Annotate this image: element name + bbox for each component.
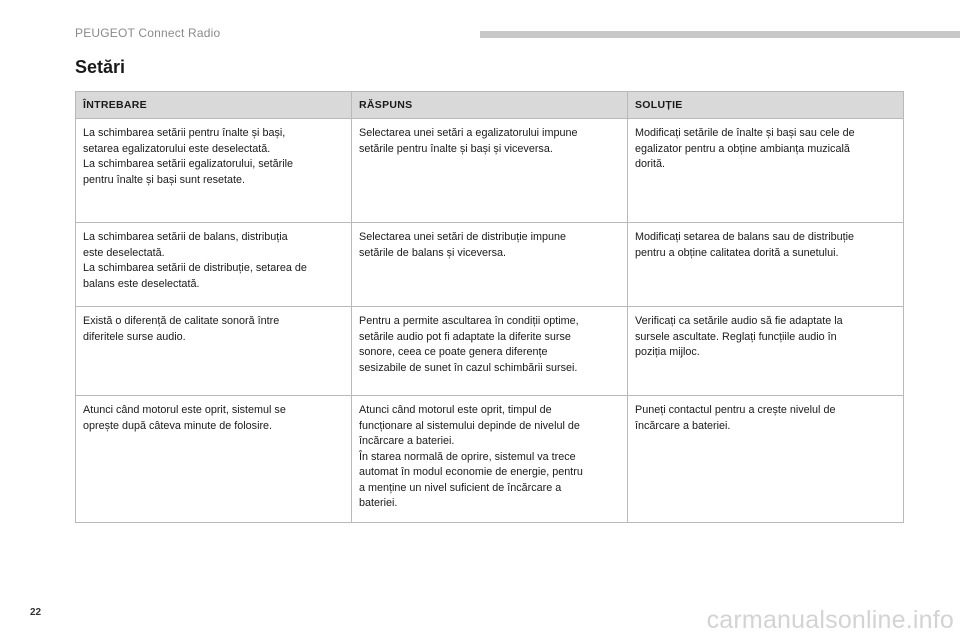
section-title: Setări xyxy=(75,57,126,77)
question-cell xyxy=(76,223,352,307)
answer-cell xyxy=(352,307,628,396)
answer-cell xyxy=(352,396,628,523)
question-cell xyxy=(76,396,352,523)
answer-line: încărcare a bateriei. xyxy=(359,435,455,447)
answer-line: sesizabile de sunet în cazul schimbării sursei. xyxy=(359,361,578,374)
solution-line: egalizator pentru a obține ambianța muzicală xyxy=(635,142,850,155)
answer-line: sonore, ceea ce poate genera diferențe xyxy=(359,346,548,358)
solution-line: încărcare a bateriei. xyxy=(635,419,731,432)
column-header-answer: RĂSPUNS xyxy=(352,92,628,119)
question-line: Atunci când motorul este oprit, sistemul se xyxy=(83,404,286,416)
question-line: setarea egalizatorului este deselectată. xyxy=(83,142,271,155)
solution-line: poziția mijloc. xyxy=(635,346,700,358)
solution-line: sursele ascultate. Reglați funcțiile audio în xyxy=(635,330,837,343)
answer-cell xyxy=(352,119,628,223)
solution-line: Puneți contactul pentru a crește nivelul de xyxy=(635,404,836,416)
solution-line: Modificați setarea de balans sau de distribuție xyxy=(635,231,855,243)
question-line: La schimbarea setării de balans, distribuția xyxy=(83,231,288,243)
answer-line: bateriei. xyxy=(359,497,398,509)
header-divider-bar xyxy=(480,31,960,38)
table-row xyxy=(76,119,904,223)
table-row xyxy=(76,223,904,307)
question-line: La schimbarea setării pentru înalte și bași, xyxy=(83,127,286,139)
watermark-text: carmanualsonline.info xyxy=(706,606,954,634)
solution-cell xyxy=(628,223,904,307)
question-cell xyxy=(76,119,352,223)
question-cell xyxy=(76,307,352,396)
answer-line: În starea normală de oprire, sistemul va trece xyxy=(359,450,576,463)
question-line: La schimbarea setării de distribuție, setarea de xyxy=(83,262,307,274)
question-line: Există o diferență de calitate sonoră între xyxy=(83,315,280,327)
column-header-question: ÎNTREBARE xyxy=(76,92,352,119)
solution-line: pentru a obține calitatea dorită a sunetului. xyxy=(635,246,839,259)
answer-line: a menține un nivel suficient de încărcare a xyxy=(359,481,562,494)
answer-line: Selectarea unei setări a egalizatorului impune xyxy=(359,127,578,139)
page-number: 22 xyxy=(30,607,42,618)
question-line: pentru înalte și bași sunt resetate. xyxy=(83,173,246,186)
answer-line: funcționare al sistemului depinde de nivelul de xyxy=(359,419,580,432)
document-header-title: PEUGEOT Connect Radio xyxy=(75,26,221,40)
table-header-row xyxy=(76,92,904,119)
answer-cell xyxy=(352,223,628,307)
table-row xyxy=(76,307,904,396)
answer-line: Atunci când motorul este oprit, timpul de xyxy=(359,404,552,416)
answer-line: automat în modul economie de energie, pentru xyxy=(359,466,583,478)
question-line: La schimbarea setării egalizatorului, setările xyxy=(83,158,294,170)
answer-line: setările pentru înalte și bași și viceversa. xyxy=(359,142,553,155)
answer-line: Pentru a permite ascultarea în condiții optime, xyxy=(359,315,579,327)
table-row xyxy=(76,396,904,523)
question-line: oprește după câteva minute de folosire. xyxy=(83,419,273,432)
question-line: este deselectată. xyxy=(83,246,165,259)
solution-cell xyxy=(628,119,904,223)
solution-cell xyxy=(628,396,904,523)
question-line: diferitele surse audio. xyxy=(83,330,186,343)
column-header-solution: SOLUȚIE xyxy=(628,92,904,119)
answer-line: Selectarea unei setări de distribuție impune xyxy=(359,231,567,243)
solution-line: Verificați ca setările audio să fie adaptate la xyxy=(635,315,843,327)
solution-line: dorită. xyxy=(635,158,666,170)
question-line: balans este deselectată. xyxy=(83,277,200,290)
answer-line: setările audio pot fi adaptate la diferite surse xyxy=(359,330,571,343)
faq-table xyxy=(75,91,904,523)
answer-line: setările de balans și viceversa. xyxy=(359,246,507,259)
solution-cell xyxy=(628,307,904,396)
solution-line: Modificați setările de înalte și bași sau cele de xyxy=(635,127,855,139)
